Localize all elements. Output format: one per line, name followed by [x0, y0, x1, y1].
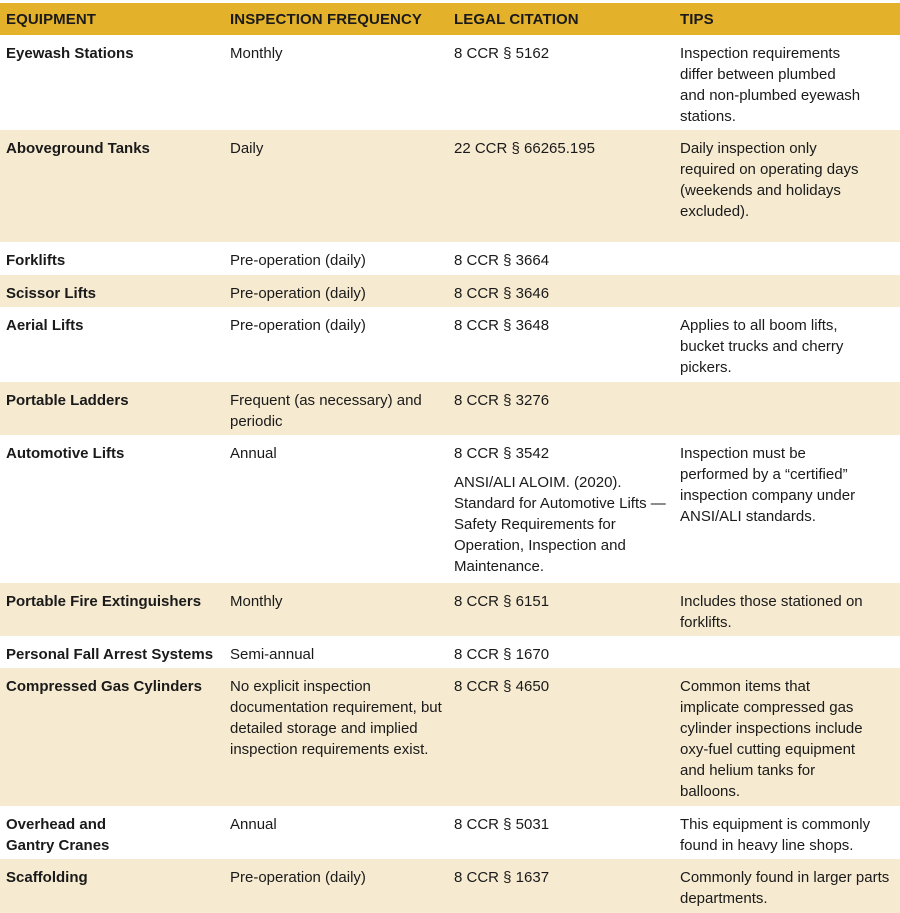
- citation-text: 8 CCR § 3646: [454, 285, 550, 302]
- legal-citation-cell: [448, 636, 674, 668]
- citation-text: 8 CCR § 3542: [454, 445, 550, 462]
- tips-cell: Daily inspection only required on operating days (weekends and holidays excluded).: [680, 140, 859, 220]
- table-row: [0, 806, 900, 859]
- citation-text: 8 CCR § 4650: [454, 678, 550, 695]
- header-legal-citation: LEGAL CITATION: [454, 10, 579, 28]
- header-tips: TIPS: [680, 10, 714, 28]
- tips-cell: This equipment is commonly found in heavy line shops.: [680, 816, 871, 854]
- citation-text: 8 CCR § 3664: [454, 252, 550, 269]
- inspection-frequency-cell: No explicit inspection documentation requirement, but detailed storage and implied inspection requirements exist.: [230, 678, 442, 758]
- equipment-cell: Compressed Gas Cylinders: [6, 678, 202, 695]
- inspection-frequency-cell: Frequent (as necessary) and periodic: [230, 392, 422, 430]
- equipment-cell: Personal Fall Arrest Systems: [6, 646, 214, 663]
- legal-citation-cell: [448, 583, 674, 636]
- citation-text: 8 CCR § 1670: [454, 646, 550, 663]
- citation-text: 8 CCR § 1637: [454, 869, 550, 886]
- inspection-frequency-cell: Pre-operation (daily): [230, 869, 366, 886]
- tips-cell: Common items that implicate compressed gas cylinder inspections include oxy-fuel cutting equipment and helium tanks for balloons.: [680, 678, 863, 800]
- citation-text: ANSI/ALI ALOIM. (2020). Standard for Automotive Lifts — Safety Requirements for Operation, Inspection and Maintenance.: [454, 474, 666, 575]
- citation-text: 8 CCR § 3648: [454, 317, 550, 334]
- table-header-row: [0, 3, 900, 35]
- tips-cell: Includes those stationed on forklifts.: [680, 593, 863, 631]
- equipment-cell: Portable Fire Extinguishers: [6, 593, 202, 610]
- table-row: [0, 583, 900, 636]
- tips-cell: [674, 636, 900, 668]
- citation-text: 22 CCR § 66265.195: [454, 140, 595, 157]
- tips-cell: Inspection must be performed by a “certified” inspection company under ANSI/ALI standards.: [680, 445, 856, 525]
- inspection-frequency-cell: Semi-annual: [230, 646, 315, 663]
- table-row: [0, 859, 900, 913]
- legal-citation-cell: [448, 668, 674, 806]
- table-row: [0, 130, 900, 242]
- table-row: [0, 307, 900, 382]
- equipment-cell: Eyewash Stations: [6, 45, 134, 62]
- legal-citation-cell: [448, 130, 674, 242]
- tips-cell: Applies to all boom lifts, bucket trucks and cherry pickers.: [680, 317, 844, 376]
- equipment-cell: Aboveground Tanks: [6, 140, 150, 157]
- inspection-frequency-cell: Pre-operation (daily): [230, 317, 366, 334]
- table-row: [0, 382, 900, 435]
- equipment-cell: Overhead and Gantry Cranes: [6, 816, 110, 854]
- legal-citation-cell: [448, 35, 674, 130]
- legal-citation-cell: [448, 806, 674, 859]
- tips-cell: Inspection requirements differ between plumbed and non-plumbed eyewash stations.: [680, 45, 861, 125]
- table-row: [0, 668, 900, 806]
- inspection-frequency-cell: Daily: [230, 140, 264, 157]
- inspection-frequency-cell: Annual: [230, 816, 277, 833]
- header-equipment: EQUIPMENT: [6, 10, 97, 28]
- equipment-cell: Portable Ladders: [6, 392, 129, 409]
- legal-citation-cell: [448, 242, 674, 275]
- equipment-cell: Automotive Lifts: [6, 445, 125, 462]
- legal-citation-cell: [448, 307, 674, 382]
- inspection-frequency-cell: Annual: [230, 445, 277, 462]
- table-row: [0, 435, 900, 583]
- equipment-cell: Forklifts: [6, 252, 66, 269]
- equipment-cell: Scissor Lifts: [6, 285, 97, 302]
- tips-cell: [674, 275, 900, 307]
- inspection-frequency-cell: Pre-operation (daily): [230, 252, 366, 269]
- legal-citation-cell: [448, 275, 674, 307]
- equipment-cell: Scaffolding: [6, 869, 88, 886]
- table-row: [0, 35, 900, 130]
- header-inspection-frequency: INSPECTION FREQUENCY: [230, 10, 423, 28]
- citation-text: 8 CCR § 6151: [454, 593, 550, 610]
- inspection-frequency-cell: Monthly: [230, 593, 283, 610]
- equipment-cell: Aerial Lifts: [6, 317, 84, 334]
- inspection-frequency-cell: Monthly: [230, 45, 283, 62]
- legal-citation-cell: [448, 859, 674, 913]
- citation-text: 8 CCR § 5162: [454, 45, 550, 62]
- tips-cell: [674, 242, 900, 275]
- table-row: [0, 242, 900, 275]
- legal-citation-cell: [448, 435, 674, 583]
- table-row: [0, 636, 900, 668]
- tips-cell: Commonly found in larger parts departments.: [680, 869, 890, 907]
- citation-text: 8 CCR § 3276: [454, 392, 550, 409]
- citation-text: 8 CCR § 5031: [454, 816, 550, 833]
- inspection-frequency-cell: Pre-operation (daily): [230, 285, 366, 302]
- legal-citation-cell: [448, 382, 674, 435]
- tips-cell: [674, 382, 900, 435]
- table-body: [0, 35, 900, 913]
- table-row: [0, 275, 900, 307]
